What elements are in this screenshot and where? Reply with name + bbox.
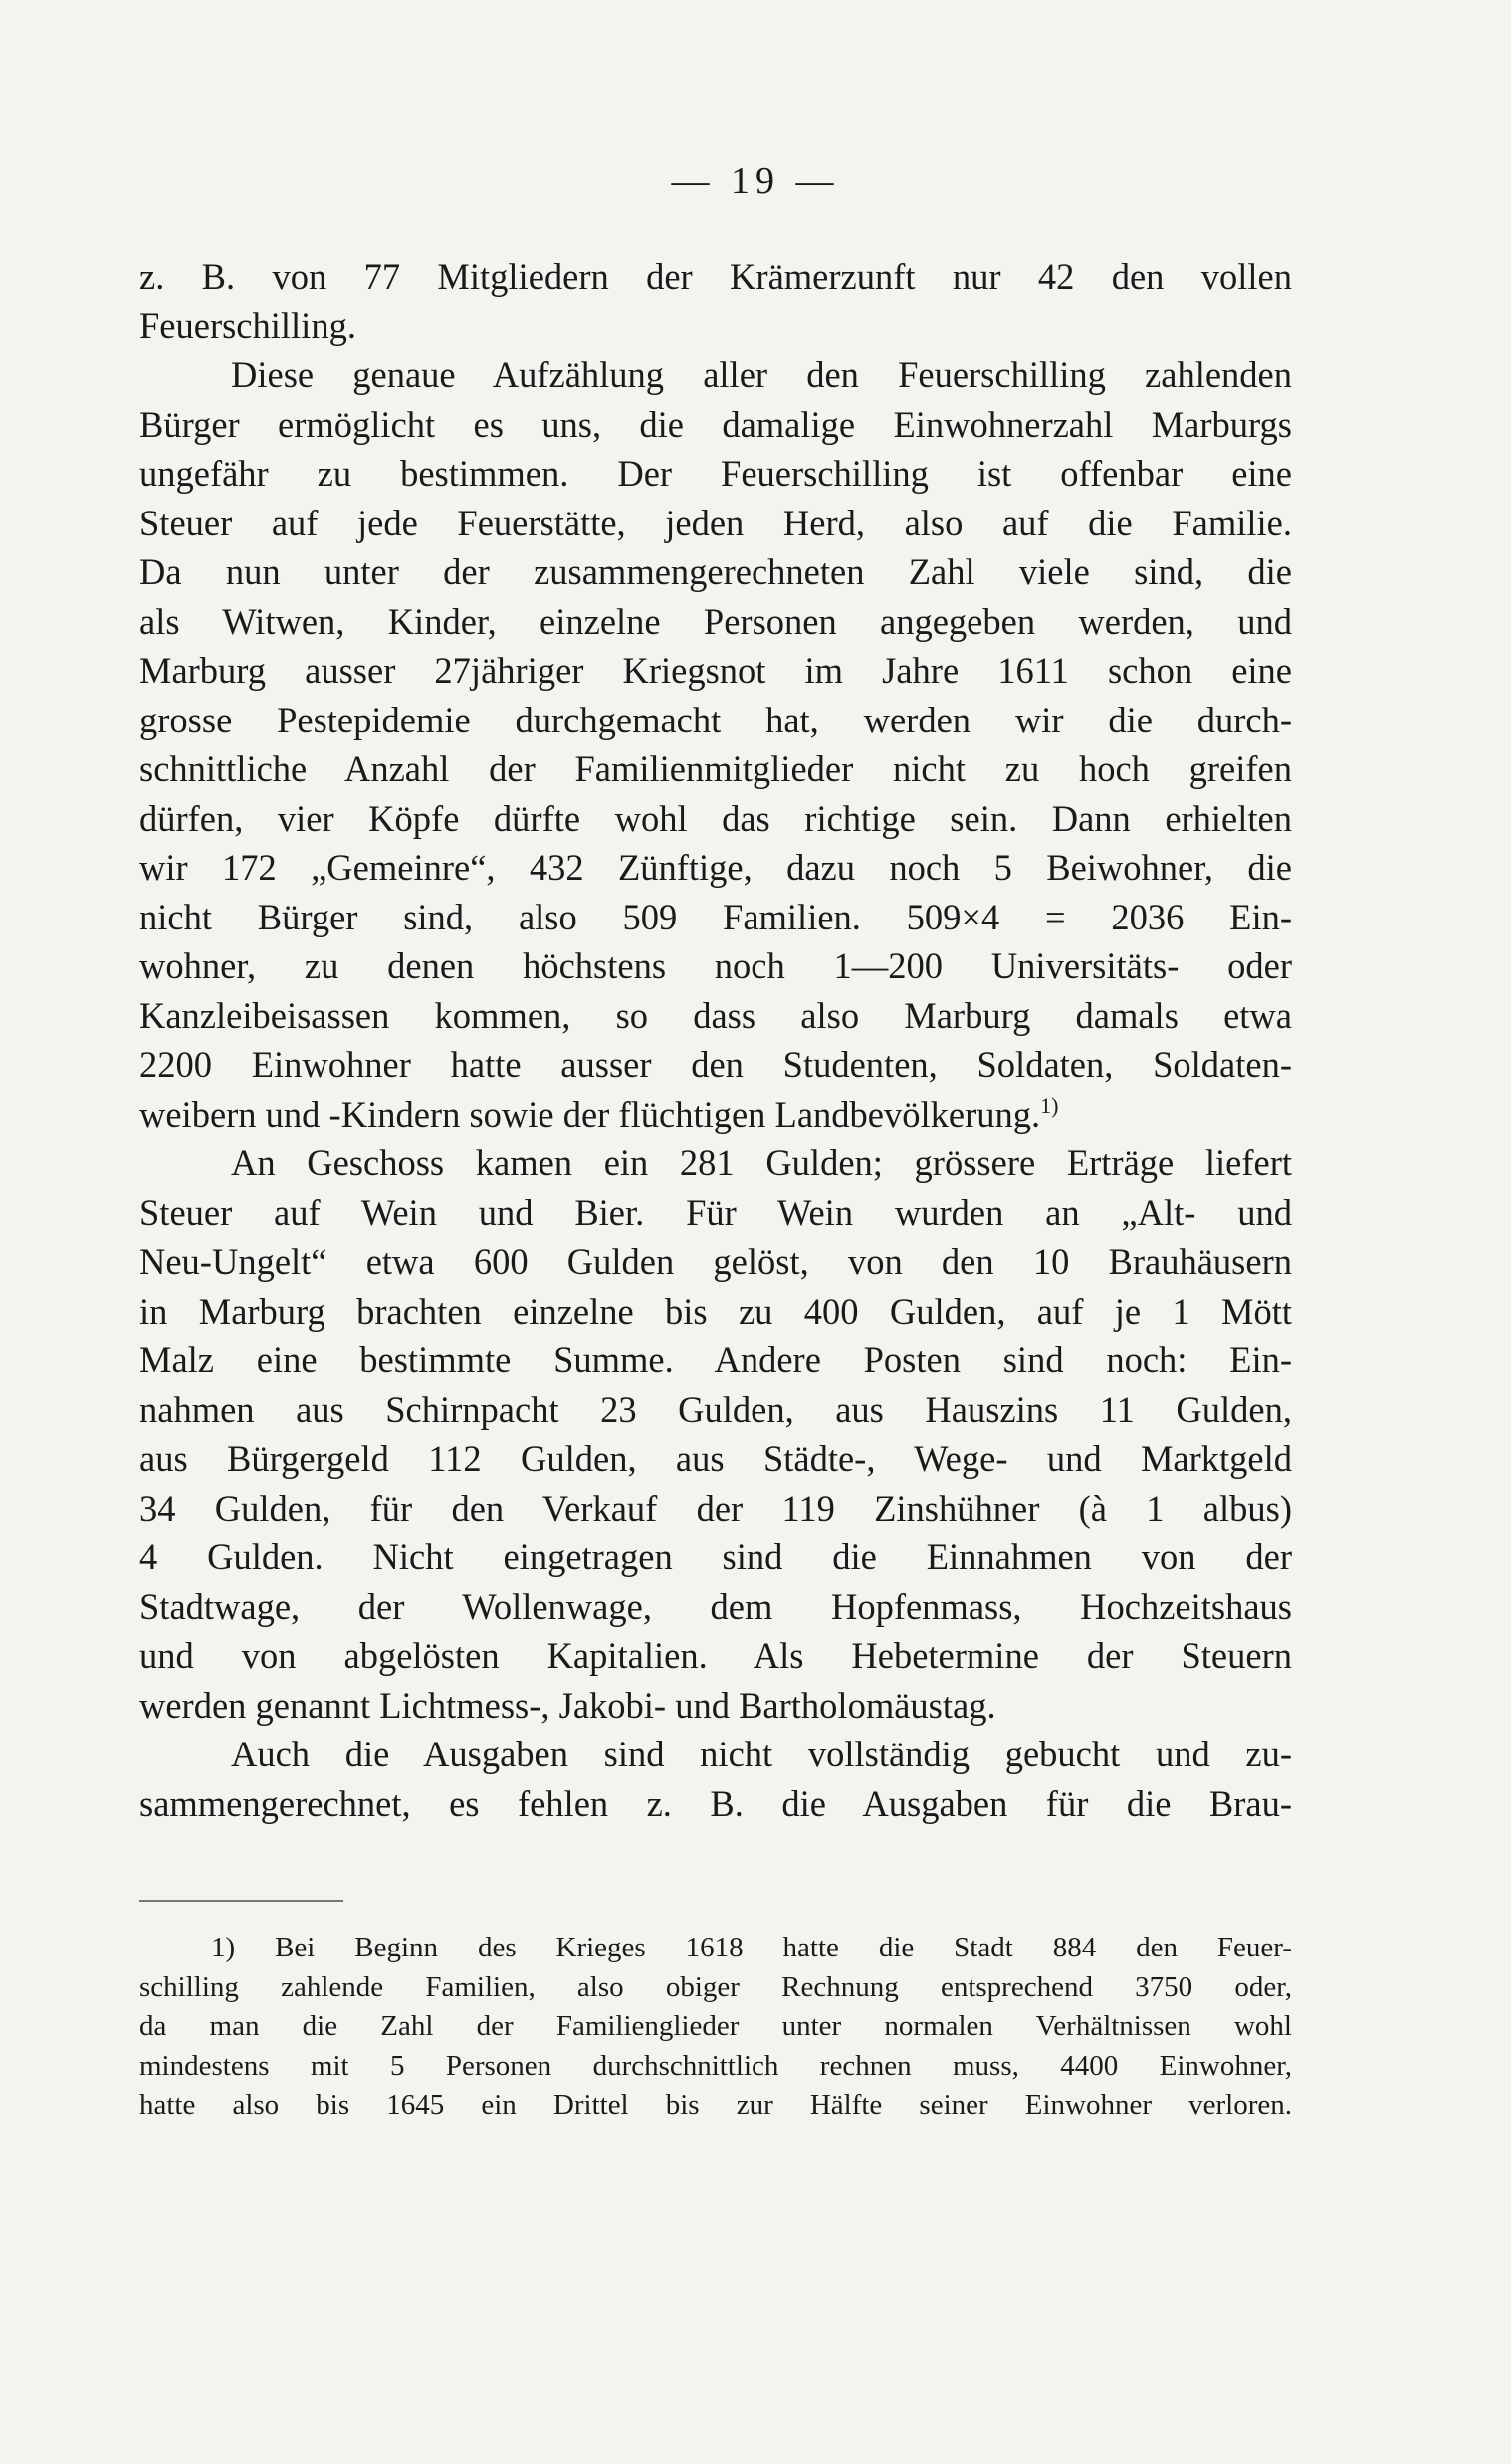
body-line: An Geschoss kamen ein 281 Gulden; grössere Erträge liefert [231, 1142, 1292, 1183]
footnote-reference: 1) [1040, 1092, 1059, 1118]
body-line: dürfen, vier Köpfe dürfte wohl das richtige sein. Dann erhielten [139, 797, 1292, 839]
body-line: grosse Pestepidemie durchgemacht hat, werden wir die durch- [139, 699, 1292, 740]
body-line: Steuer auf Wein und Bier. Für Wein wurden an „Alt- und [139, 1191, 1292, 1233]
footnote-line: schilling zahlende Familien, also obiger Rechnung entsprechend 3750 oder, [139, 1970, 1292, 2003]
body-line: als Witwen, Kinder, einzelne Personen angegeben werden, und [139, 600, 1292, 642]
footnote-divider [139, 1900, 343, 1902]
footnote-line: mindestens mit 5 Personen durchschnittlich rechnen muss, 4400 Einwohner, [139, 2049, 1292, 2082]
body-line: nicht Bürger sind, also 509 Familien. 509×4 = 2036 Ein- [139, 896, 1292, 937]
body-line: Auch die Ausgaben sind nicht vollständig gebucht und zu- [231, 1734, 1292, 1774]
body-text [139, 252, 1292, 1828]
footnote-line: da man die Zahl der Familienglieder unter normalen Verhältnissen wohl [139, 2010, 1292, 2042]
body-line-with-footnote [139, 1090, 1292, 1139]
body-line: Kanzleibeisassen kommen, so dass also Marburg damals etwa [139, 994, 1292, 1036]
body-line: Bürger ermöglicht es uns, die damalige Einwohnerzahl Marburgs [139, 403, 1292, 445]
body-line: wohner, zu denen höchstens noch 1—200 Universitäts- oder [139, 945, 1292, 986]
body-line: in Marburg brachten einzelne bis zu 400 Gulden, auf je 1 Mött [139, 1290, 1292, 1332]
body-line: ungefähr zu bestimmen. Der Feuerschilling ist offenbar eine [139, 453, 1292, 494]
body-line: sammengerechnet, es fehlen z. B. die Ausgaben für die Brau- [139, 1782, 1292, 1824]
body-line: aus Bürgergeld 112 Gulden, aus Städte-, Wege- und Marktgeld [139, 1438, 1292, 1479]
body-line: 4 Gulden. Nicht eingetragen sind die Einnahmen von der [139, 1537, 1292, 1577]
body-line: Steuer auf jede Feuerstätte, jeden Herd, also auf die Familie. [139, 502, 1292, 543]
footnote [139, 1929, 1292, 2126]
body-line: Malz eine bestimmte Summe. Andere Posten sind noch: Ein- [139, 1339, 1292, 1380]
body-line: Da nun unter der zusammengerechneten Zahl viele sind, die [139, 551, 1292, 592]
footnote-line: 1) Bei Beginn des Krieges 1618 hatte die Stadt 884 den Feuer- [211, 1932, 1292, 1963]
body-line: 2200 Einwohner hatte ausser den Studenten, Soldaten, Soldaten- [139, 1044, 1292, 1085]
body-line: werden genannt Lichtmess-, Jakobi- und Bartholomäustag. [139, 1684, 996, 1726]
body-line: nahmen aus Schirnpacht 23 Gulden, aus Hauszins 11 Gulden, [139, 1388, 1292, 1430]
body-line: 34 Gulden, für den Verkauf der 119 Zinshühner (à 1 albus) [139, 1487, 1292, 1529]
body-line: und von abgelösten Kapitalien. Als Hebetermine der Steuern [139, 1635, 1292, 1676]
body-line: Feuerschilling. [139, 305, 356, 346]
body-line: wir 172 „Gemeinre“, 432 Zünftige, dazu noch 5 Beiwohner, die [139, 847, 1292, 888]
body-line-text: weibern und -Kindern sowie der flüchtigen Landbevölkerung. [139, 1093, 1041, 1134]
body-line: Stadtwage, der Wollenwage, dem Hopfenmass, Hochzeitshaus [139, 1585, 1292, 1627]
body-line: Neu-Ungelt“ etwa 600 Gulden gelöst, von den 10 Brauhäusern [139, 1241, 1292, 1282]
footnote-line: hatte also bis 1645 ein Drittel bis zur Hälfte seiner Einwohner verloren. [139, 2089, 1292, 2121]
page-number: — 19 — [671, 160, 840, 202]
body-line: z. B. von 77 Mitgliedern der Krämerzunft nur 42 den vollen [139, 256, 1292, 297]
body-line: Diese genaue Aufzählung aller den Feuerschilling zahlenden [231, 354, 1292, 395]
body-line: schnittliche Anzahl der Familienmitglieder nicht zu hoch greifen [139, 748, 1292, 789]
body-line: Marburg ausser 27jähriger Kriegsnot im Jahre 1611 schon eine [139, 650, 1292, 691]
